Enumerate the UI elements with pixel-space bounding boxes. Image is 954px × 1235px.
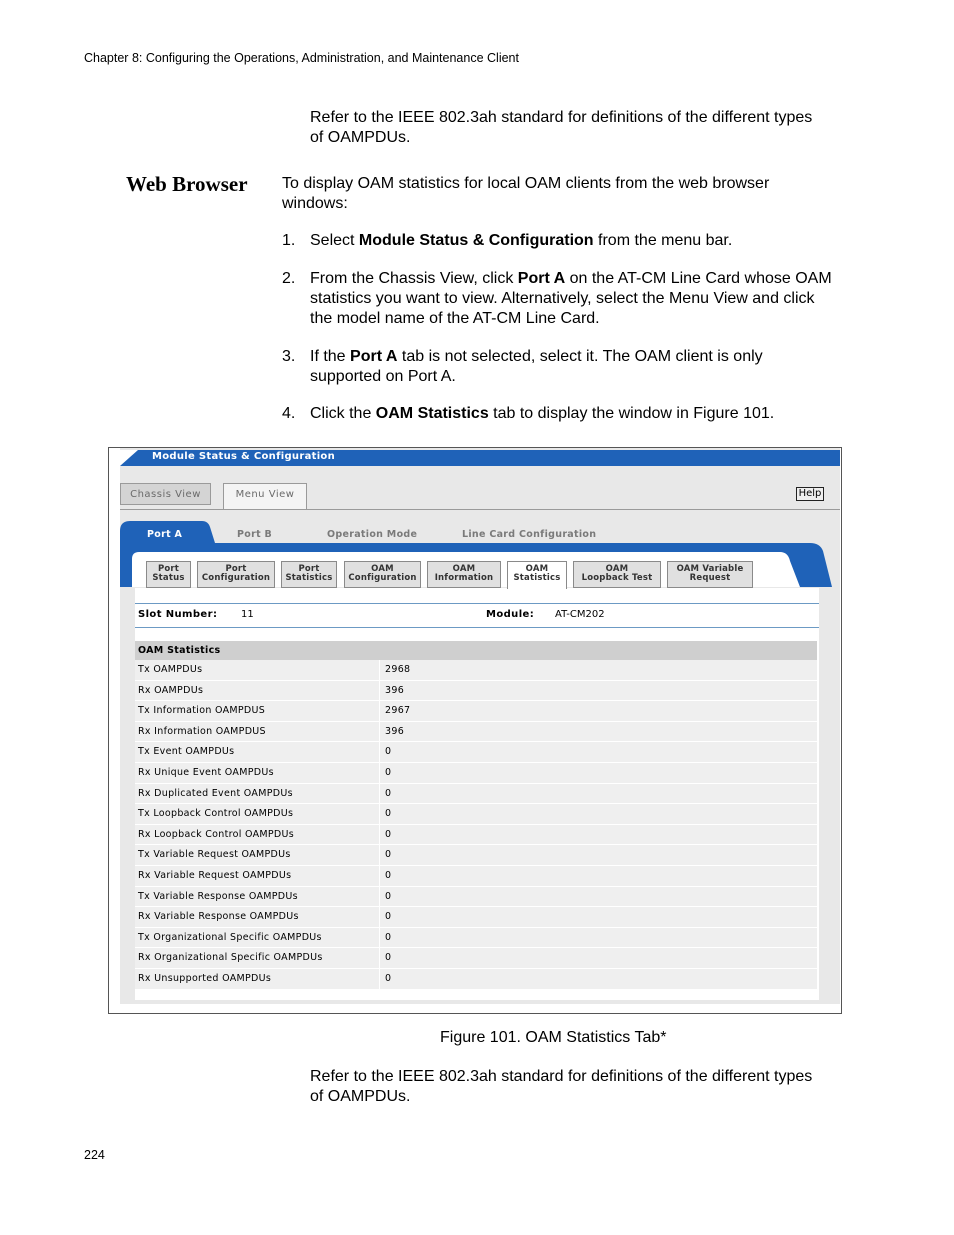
stat-value: 0 [385, 828, 392, 840]
stat-name: Tx Event OAMPDUs [138, 746, 235, 758]
section-intro: To display OAM statistics for local OAM clients from the web browser windows: [282, 175, 770, 212]
window-title: Module Status & Configuration [152, 451, 336, 462]
intro-paragraph: Refer to the IEEE 802.3ah standard for definitions of the different types of OAMPDUs. [310, 109, 813, 146]
step-number: 1. [282, 232, 296, 249]
table-row [135, 969, 817, 990]
table-row [135, 825, 817, 846]
stat-value: 2967 [385, 705, 411, 717]
module-value: AT-CM202 [555, 609, 605, 620]
step-number: 4. [282, 405, 296, 422]
table-header: OAM Statistics [135, 641, 817, 660]
chassis-view-button[interactable]: Chassis View [120, 483, 211, 505]
stat-value: 2968 [385, 664, 411, 675]
oam-web-ui [120, 448, 840, 1004]
table-row [135, 948, 817, 969]
menu-view-button[interactable]: Menu View [223, 483, 307, 510]
divider [120, 509, 840, 510]
table-row [135, 887, 817, 908]
slot-module-bar [135, 603, 819, 628]
stat-name: Rx Loopback Control OAMPDUs [138, 828, 295, 840]
table-row [135, 742, 817, 763]
stat-value: 0 [385, 787, 392, 799]
stat-name: Rx Variable Response OAMPDUs [138, 911, 299, 923]
table-row [135, 866, 817, 887]
subtab-port-configuration[interactable]: Port Configuration [197, 561, 275, 588]
tab-line-card-configuration[interactable]: Line Card Configuration [462, 529, 597, 540]
title-bar [120, 450, 840, 466]
stat-value: 396 [385, 684, 405, 696]
stat-value: 0 [385, 849, 392, 861]
subtab-oam-configuration[interactable]: OAM Configuration [344, 561, 421, 588]
table-row [135, 681, 817, 702]
stat-value: 0 [385, 808, 392, 820]
figure-screenshot [108, 447, 842, 1014]
stat-name: Rx Unique Event OAMPDUs [138, 766, 274, 778]
oam-statistics-table [135, 641, 817, 990]
table-row [135, 722, 817, 743]
help-button[interactable]: Help [796, 487, 824, 501]
table-row [135, 845, 817, 866]
section-heading: Web Browser [126, 172, 248, 196]
table-row [135, 928, 817, 949]
tab-port-a[interactable]: Port A [147, 529, 183, 540]
table-row [135, 763, 817, 784]
slot-number-label: Slot Number: [138, 609, 218, 620]
tab-operation-mode[interactable]: Operation Mode [327, 529, 418, 540]
step-text: Select Module Status & Configuration from the menu bar. [310, 232, 733, 249]
subtab-oam-variable-request[interactable]: OAM Variable Request [667, 561, 753, 588]
module-label: Module: [486, 609, 535, 620]
tab-port-b[interactable]: Port B [237, 529, 273, 540]
stat-name: Tx Loopback Control OAMPDUs [138, 808, 294, 820]
slot-number-value: 11 [241, 609, 254, 620]
stat-name: Rx Variable Request OAMPDUs [138, 869, 292, 881]
subtab-port-statistics[interactable]: Port Statistics [281, 561, 337, 588]
stat-name: Tx Information OAMPDUS [138, 705, 266, 717]
stat-value: 0 [385, 972, 392, 984]
page-number: 224 [84, 1148, 105, 1162]
outro-paragraph: Refer to the IEEE 802.3ah standard for definitions of the different types of OAMPDUs. [310, 1068, 813, 1105]
table-row [135, 804, 817, 825]
stat-value: 0 [385, 766, 392, 778]
stat-name: Rx OAMPDUs [138, 684, 204, 696]
stat-name: Rx Unsupported OAMPDUs [138, 972, 272, 984]
table-row [135, 660, 817, 681]
table-row [135, 784, 817, 805]
chapter-header: Chapter 8: Configuring the Operations, Administration, and Maintenance Client [84, 51, 519, 65]
subtab-port-status[interactable]: Port Status [146, 561, 191, 588]
stat-value: 0 [385, 890, 392, 902]
stat-value: 0 [385, 869, 392, 881]
step-number: 3. [282, 348, 296, 365]
stat-name: Rx Information OAMPDUS [138, 725, 266, 737]
subtab-oam-information[interactable]: OAM Information [427, 561, 501, 588]
stat-name: Tx Variable Request OAMPDUs [138, 849, 291, 861]
stat-name: Rx Organizational Specific OAMPDUs [138, 952, 323, 964]
stat-value: 0 [385, 952, 392, 964]
stat-value: 0 [385, 911, 392, 923]
stat-name: Tx Organizational Specific OAMPDUs [138, 931, 322, 943]
table-row [135, 701, 817, 722]
table-row [135, 907, 817, 928]
stat-name: Tx OAMPDUs [138, 664, 203, 675]
step-text: From the Chassis View, click Port A on the AT-CM Line Card whose OAM statistics you want to view. Alternatively, select the Menu View and click the model name of the AT-CM Line Card. [310, 270, 832, 327]
step-number: 2. [282, 270, 296, 287]
subtab-oam-loopback-test[interactable]: OAM Loopback Test [573, 561, 661, 588]
subtab-oam-statistics[interactable]: OAM Statistics [507, 561, 567, 589]
stat-value: 0 [385, 931, 392, 943]
table-body [135, 660, 817, 990]
stat-value: 0 [385, 746, 392, 758]
step-text: Click the OAM Statistics tab to display the window in Figure 101. [310, 405, 775, 422]
figure-caption: Figure 101. OAM Statistics Tab* [440, 1029, 667, 1046]
stat-name: Rx Duplicated Event OAMPDUs [138, 787, 293, 799]
stat-value: 396 [385, 725, 405, 737]
step-text: If the Port A tab is not selected, select it. The OAM client is only supported on Port A. [310, 348, 763, 385]
stat-name: Tx Variable Response OAMPDUs [138, 890, 298, 902]
